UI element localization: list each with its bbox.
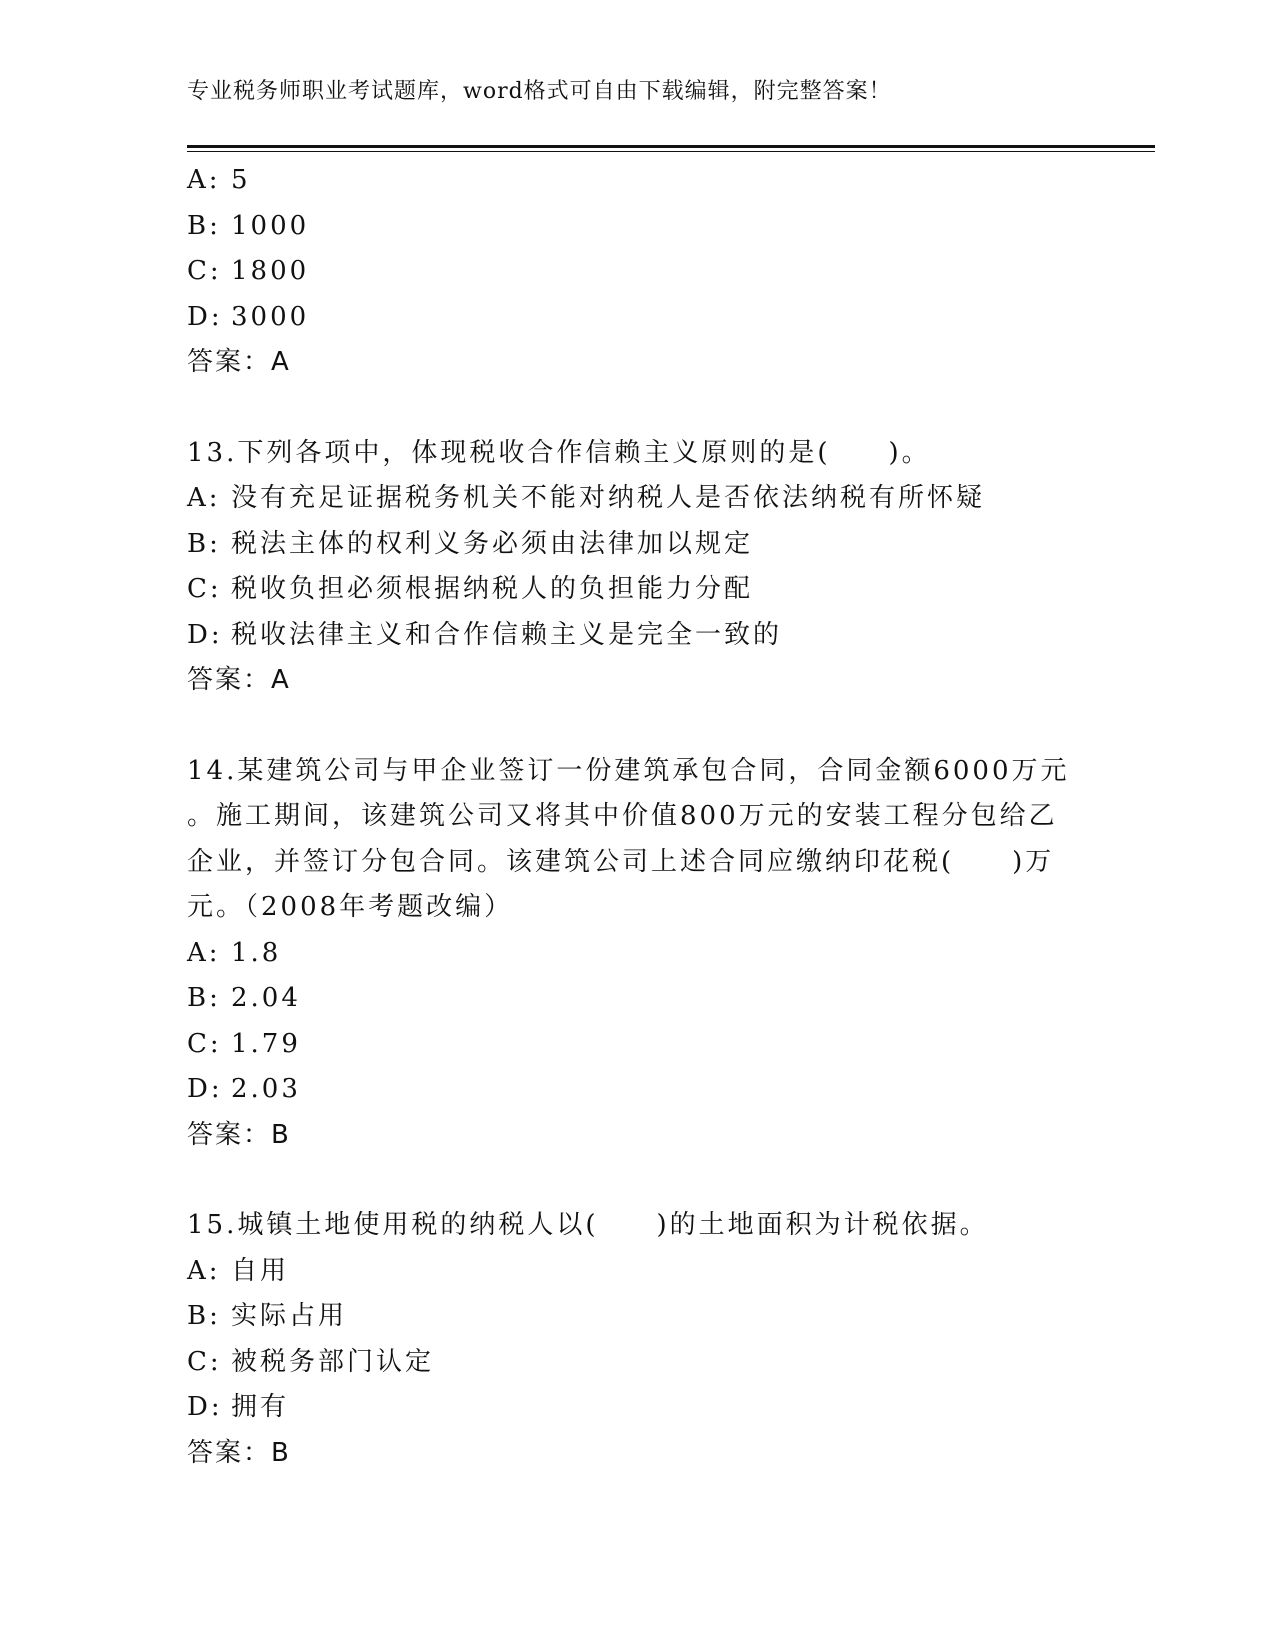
option-b — [187, 522, 1067, 568]
option-c — [187, 567, 1067, 613]
page-header: 专业税务师职业考试题库，word格式可自由下载编辑，附完整答案！ — [187, 79, 892, 104]
option-label: B: — [187, 1301, 221, 1331]
option-c — [187, 1340, 1067, 1386]
option-text: 2.03 — [231, 1074, 301, 1104]
option-b — [187, 204, 1067, 250]
option-text: 5 — [231, 165, 251, 195]
option-label: A: — [187, 1255, 221, 1286]
header-rule-thin — [187, 151, 1155, 152]
option-b — [187, 1294, 1067, 1340]
question-gap — [187, 1158, 1067, 1203]
question-stem-line: 元。（2008年考题改编） — [187, 892, 514, 922]
option-label: C: — [187, 1028, 222, 1059]
question-gap — [187, 386, 1067, 431]
option-label: B: — [187, 528, 221, 559]
option-label: D: — [187, 301, 223, 332]
option-label: B: — [187, 210, 221, 241]
question-content — [187, 158, 1070, 1476]
answer-line: 答案：B — [187, 1437, 291, 1468]
question-stem-line: 。施工期间，该建筑公司又将其中价值800万元的安装工程分包给乙 — [187, 801, 1058, 831]
option-a — [187, 476, 1067, 522]
option-text: 1000 — [231, 210, 310, 241]
option-c — [187, 1022, 1067, 1068]
option-b — [187, 976, 1067, 1022]
option-text: 2.04 — [231, 983, 301, 1013]
option-text: 1.8 — [231, 937, 282, 968]
option-label: D: — [187, 619, 223, 650]
question-stem-line: 企业，并签订分包合同。该建筑公司上述合同应缴纳印花税( )万 — [187, 846, 1055, 877]
question-stem-line: 14.某建筑公司与甲企业签订一份建筑承包合同，合同金额6000万元 — [187, 755, 1070, 786]
question-stem: 13.下列各项中，体现税收合作信赖主义原则的是( )。 — [187, 437, 931, 468]
option-a — [187, 158, 1067, 204]
option-label: C: — [187, 1346, 222, 1377]
option-text: 没有充足证据税务机关不能对纳税人是否依法纳税有所怀疑 — [231, 483, 986, 513]
option-text: 被税务部门认定 — [231, 1346, 435, 1377]
header-rule-thick — [187, 145, 1155, 148]
option-d — [187, 1067, 1067, 1113]
option-d — [187, 1385, 1067, 1431]
question-12 — [187, 158, 1067, 386]
question-stem: 15.城镇土地使用税的纳税人以( )的土地面积为计税依据。 — [187, 1210, 989, 1240]
option-label: A: — [187, 483, 221, 513]
question-gap — [187, 704, 1067, 749]
option-c — [187, 249, 1067, 295]
option-label: D: — [187, 1392, 223, 1422]
option-text: 实际占用 — [231, 1301, 348, 1331]
question-15 — [187, 1203, 1067, 1476]
option-label: C: — [187, 256, 222, 286]
option-label: C: — [187, 574, 222, 604]
option-label: B: — [187, 983, 221, 1013]
option-text: 税收负担必须根据纳税人的负担能力分配 — [231, 574, 754, 604]
option-label: A: — [187, 165, 221, 195]
option-text: 3000 — [231, 301, 310, 332]
option-d — [187, 613, 1067, 659]
option-d — [187, 295, 1067, 341]
question-13 — [187, 431, 1067, 704]
option-label: A: — [187, 937, 221, 968]
option-text: 税收法律主义和合作信赖主义是完全一致的 — [231, 619, 783, 650]
option-text: 自用 — [231, 1255, 290, 1286]
question-14 — [187, 749, 1070, 1159]
option-text: 1800 — [231, 256, 310, 286]
answer-line: 答案：A — [187, 347, 291, 377]
option-text: 拥有 — [231, 1392, 290, 1422]
option-text: 税法主体的权利义务必须由法律加以规定 — [231, 528, 754, 559]
option-label: D: — [187, 1074, 223, 1104]
option-a — [187, 931, 1067, 977]
option-a — [187, 1249, 1067, 1295]
answer-line: 答案：A — [187, 665, 291, 695]
answer-line: 答案：B — [187, 1119, 291, 1150]
option-text: 1.79 — [231, 1028, 301, 1059]
